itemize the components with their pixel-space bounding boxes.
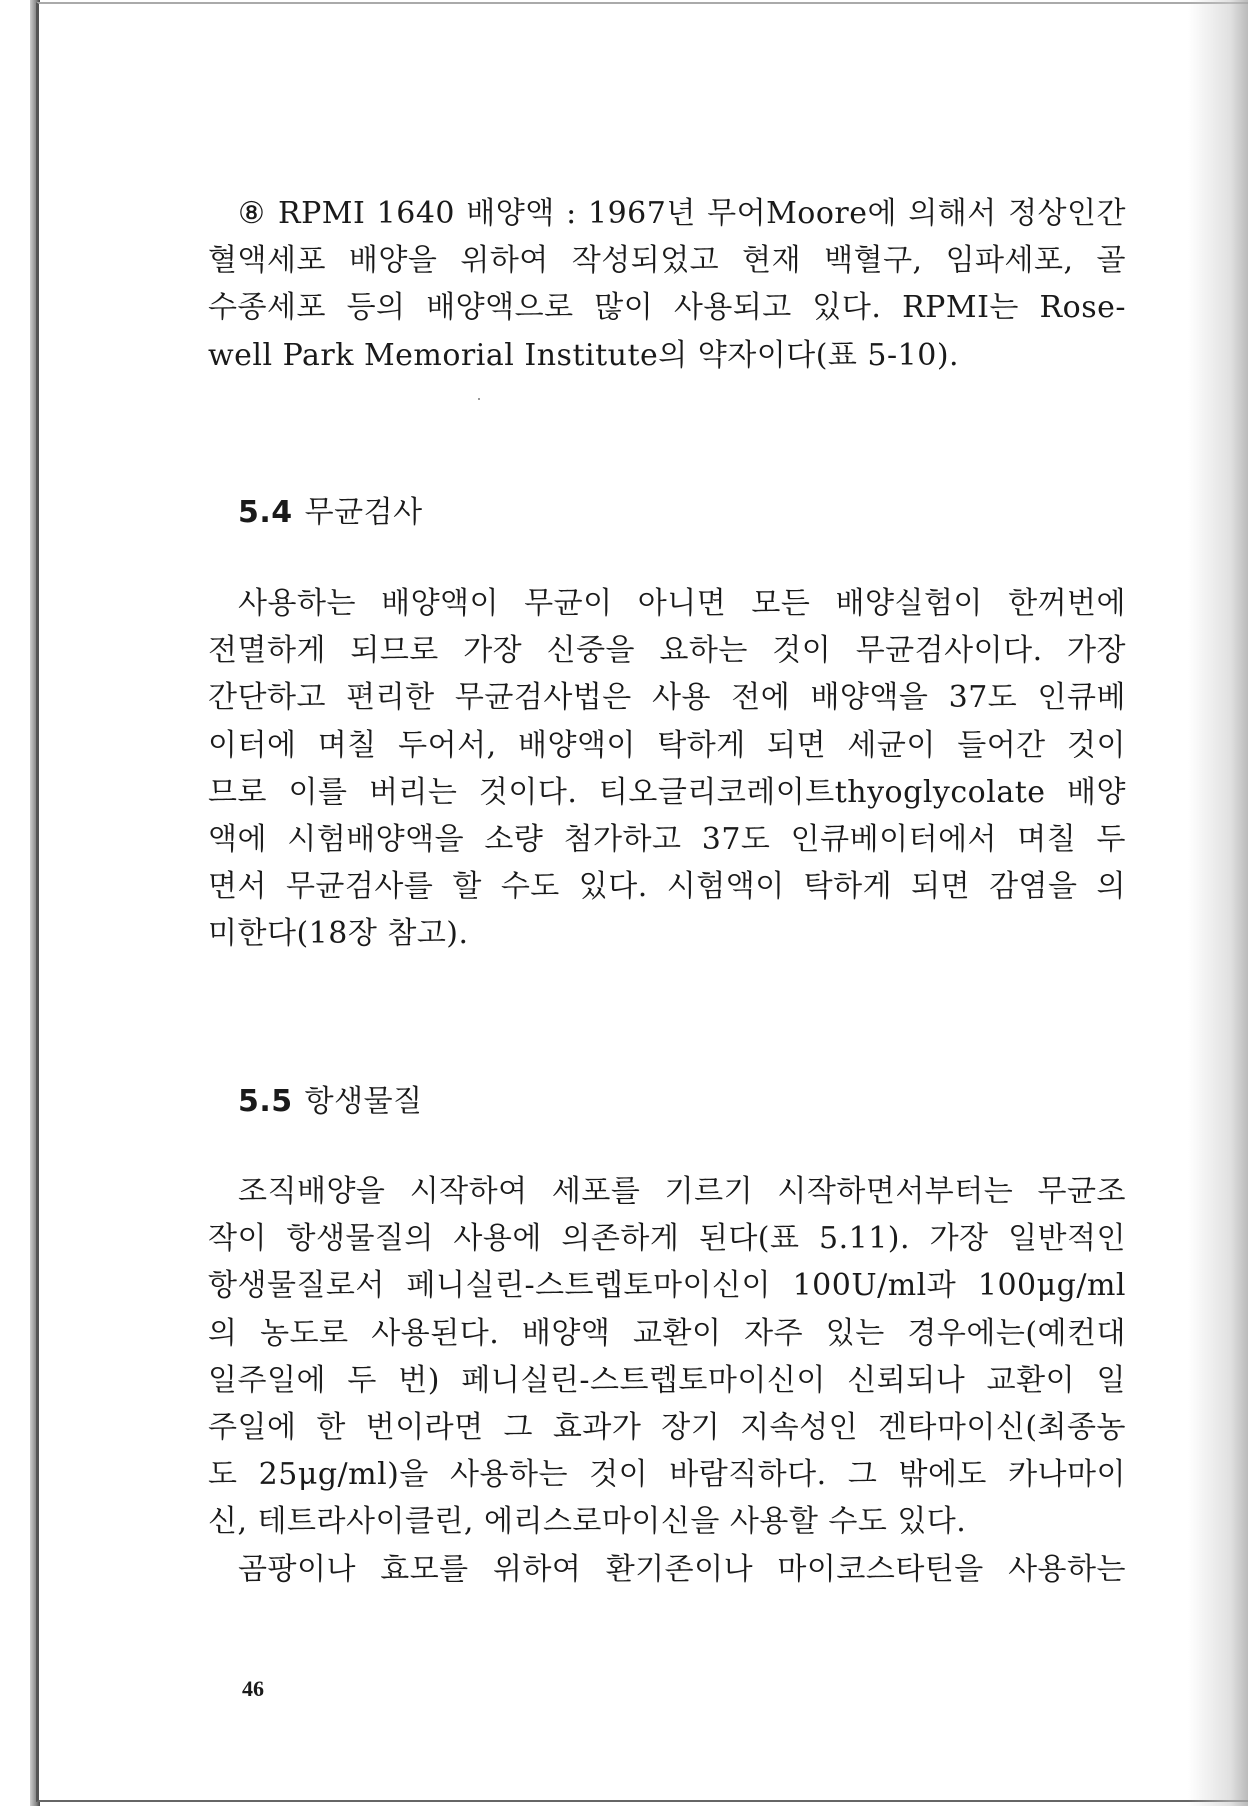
paragraph-line: 도 25μg/ml)을 사용하는 것이 바람직하다. 그 밖에도 카나마이 bbox=[208, 1457, 1126, 1493]
paragraph-line: 항생물질로서 페니실린-스트렙토마이신이 100U/ml과 100μg/ml bbox=[208, 1268, 1126, 1304]
page-edge-shade bbox=[1188, 0, 1248, 1806]
paragraph-line: 므로 이를 버리는 것이다. 티오글리코레이트thyoglycolate 배양 bbox=[208, 774, 1126, 810]
paragraph-line: well Park Memorial Institute의 약자이다(표 5-10). bbox=[208, 337, 960, 373]
section-number: 5.4 bbox=[238, 495, 293, 530]
paragraph-sterility-test bbox=[208, 580, 1126, 958]
paragraph-line: 주일에 한 번이라면 그 효과가 장기 지속성인 겐타마이신(최종농 bbox=[208, 1410, 1126, 1446]
paragraph-rpmi-1640 bbox=[208, 190, 1126, 379]
paragraph-line: 작이 항생물질의 사용에 의존하게 된다(표 5.11). 가장 일반적인 bbox=[208, 1221, 1126, 1257]
section-title: 무균검사 bbox=[304, 495, 423, 530]
paragraph-line: 곰팡이나 효모를 위하여 환기존이나 마이코스타틴을 사용하는 bbox=[238, 1551, 1126, 1587]
section-heading-5-5 bbox=[238, 1076, 423, 1120]
paragraph-line: 사용하는 배양액이 무균이 아니면 모든 배양실험이 한꺼번에 bbox=[238, 586, 1126, 621]
paragraph-line: 의 농도로 사용된다. 배양액 교환이 자주 있는 경우에는(예컨대 bbox=[208, 1315, 1126, 1351]
paragraph-line: 수종세포 등의 배양액으로 많이 사용되고 있다. RPMI는 Rose- bbox=[208, 290, 1126, 326]
paragraph-line: ⑧ RPMI 1640 배양액 : 1967년 무어Moore에 의해서 정상인간 bbox=[238, 196, 1126, 231]
paragraph-antibiotics bbox=[208, 1168, 1126, 1593]
paragraph-line: 미한다(18장 참고). bbox=[208, 916, 469, 952]
paragraph-line: 이터에 며칠 두어서, 배양액이 탁하게 되면 세균이 들어간 것이 bbox=[208, 727, 1126, 763]
paragraph-line: 신, 테트라사이클린, 에리스로마이신을 사용할 수도 있다. bbox=[208, 1504, 967, 1540]
speck bbox=[478, 398, 480, 400]
paragraph-line: 조직배양을 시작하여 세포를 기르기 시작하면서부터는 무균조 bbox=[238, 1174, 1126, 1209]
page-number: 46 bbox=[242, 1676, 264, 1701]
paragraph-line: 전멸하게 되므로 가장 신중을 요하는 것이 무균검사이다. 가장 bbox=[208, 633, 1126, 669]
paragraph-line: 면서 무균검사를 할 수도 있다. 시험액이 탁하게 되면 감염을 의 bbox=[208, 869, 1126, 905]
paragraph-line: 액에 시험배양액을 소량 첨가하고 37도 인큐베이터에서 며칠 두 bbox=[208, 822, 1126, 858]
paragraph-line: 혈액세포 배양을 위하여 작성되었고 현재 백혈구, 임파세포, 골 bbox=[208, 243, 1126, 279]
paragraph-line: 간단하고 편리한 무균검사법은 사용 전에 배양액을 37도 인큐베 bbox=[208, 680, 1126, 716]
section-number: 5.5 bbox=[238, 1084, 293, 1119]
paragraph-line: 일주일에 두 번) 페니실린-스트렙토마이신이 신뢰되나 교환이 일 bbox=[208, 1362, 1126, 1398]
section-heading-5-4 bbox=[238, 487, 423, 531]
section-title: 항생물질 bbox=[304, 1084, 423, 1119]
